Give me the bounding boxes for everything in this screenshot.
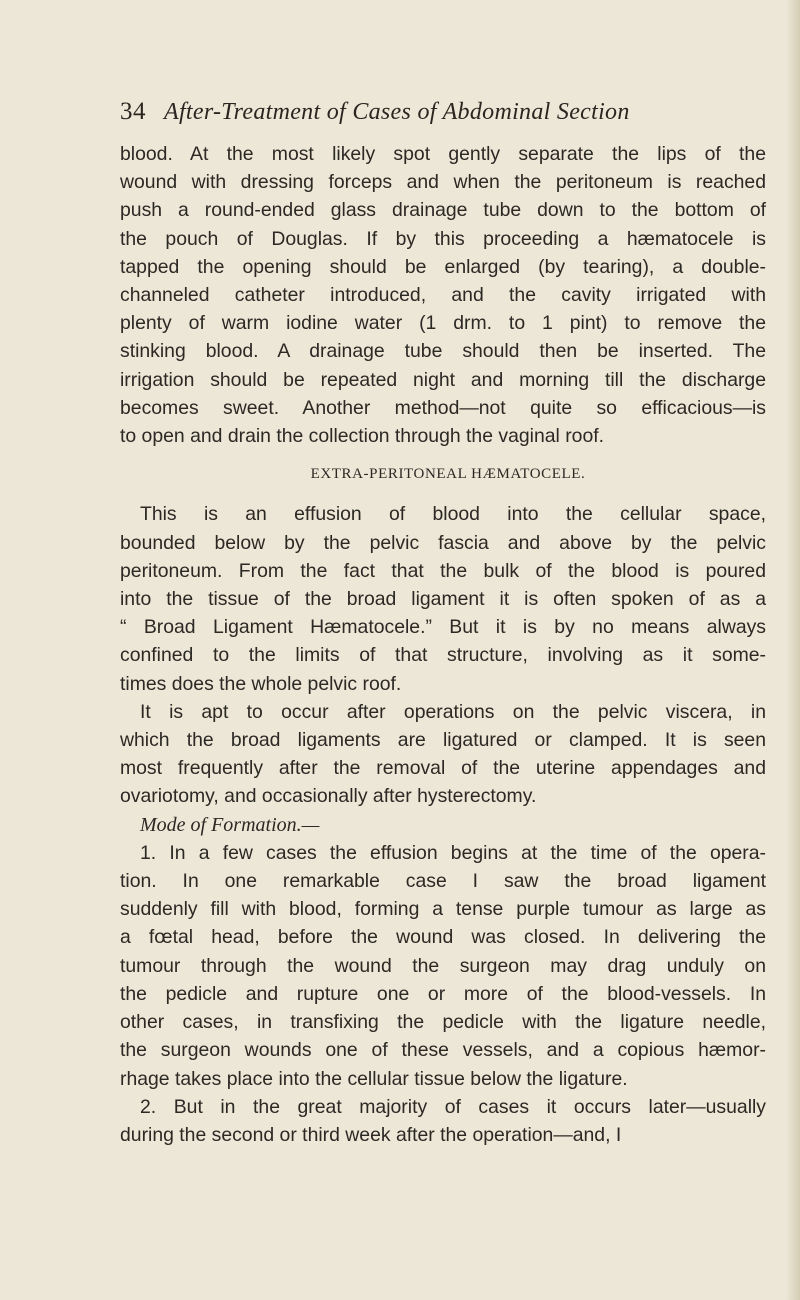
text-line: ovariotomy, and occasionally after hysterectomy. — [120, 785, 537, 808]
text-line: into the tissue of the broad ligament it is often spoken of as a — [120, 588, 766, 611]
section-heading: EXTRA-PERITONEAL HÆMATOCELE. — [310, 466, 586, 483]
page-number: 34 — [120, 98, 146, 125]
text-line: 2. But in the great majority of cases it occurs later—usually — [140, 1095, 766, 1118]
text-line: confined to the limits of that structure, involving as it some- — [120, 644, 766, 667]
text-line: times does the whole pelvic roof. — [120, 672, 402, 695]
paragraph — [120, 140, 766, 450]
text-line: to open and drain the collection through the vaginal roof. — [120, 425, 605, 448]
text-line: push a round-ended glass drainage tube down to the bottom of — [120, 199, 766, 222]
text-line: other cases, in transfixing the pedicle with the ligature needle, — [120, 1011, 766, 1034]
text-line: blood. At the most likely spot gently separate the lips of the — [120, 143, 766, 165]
page-edge-shadow — [786, 0, 800, 1300]
text-line: the pedicle and rupture one or more of the blood-vessels. In — [120, 982, 766, 1005]
text-line: rhage takes place into the cellular tissue below the ligature. — [120, 1067, 628, 1090]
running-title: After-Treatment of Cases of Abdominal Section — [164, 99, 630, 125]
paragraph — [120, 811, 766, 839]
subheading: Mode of Formation.— — [140, 813, 320, 836]
paragraph — [120, 698, 766, 811]
body-text — [120, 140, 766, 1149]
text-line: bounded below by the pelvic fascia and above by the pelvic — [120, 531, 766, 554]
text-line: during the second or third week after the operation—and, I — [120, 1123, 622, 1146]
text-line: channeled catheter introduced, and the cavity irrigated with — [120, 284, 766, 307]
text-line: a fœtal head, before the wound was closed. In delivering the — [120, 926, 766, 949]
text-line: plenty of warm iodine water (1 drm. to 1 pint) to remove the — [120, 312, 766, 335]
text-line: peritoneum. From the fact that the bulk of the blood is poured — [120, 559, 766, 582]
page-header — [120, 98, 760, 126]
text-line: tapped the opening should be enlarged (by tearing), a double- — [120, 255, 766, 278]
text-line: tion. In one remarkable case I saw the broad ligament — [120, 870, 766, 893]
text-line: most frequently after the removal of the uterine appendages and — [120, 757, 766, 780]
paragraph — [120, 839, 766, 1093]
text-line: “ Broad Ligament Hæmatocele.” But it is by no means always — [120, 616, 766, 639]
text-line: which the broad ligaments are ligatured or clamped. It is seen — [120, 729, 766, 752]
paragraph — [120, 500, 766, 697]
text-line: becomes sweet. Another method—not quite so efficacious—is — [120, 396, 766, 419]
text-line: 1. In a few cases the effusion begins at the time of the opera- — [140, 841, 766, 864]
text-line: the surgeon wounds one of these vessels, and a copious hæmor- — [120, 1039, 766, 1062]
text-line: This is an effusion of blood into the cellular space, — [140, 503, 766, 526]
text-line: wound with dressing forceps and when the peritoneum is reached — [120, 171, 766, 194]
text-line: tumour through the wound the surgeon may drag unduly on — [120, 954, 766, 977]
text-line: It is apt to occur after operations on the pelvic viscera, in — [140, 700, 766, 723]
paragraph — [120, 1093, 766, 1149]
text-line: irrigation should be repeated night and morning till the discharge — [120, 368, 766, 391]
text-line: the pouch of Douglas. If by this proceeding a hæmatocele is — [120, 227, 766, 250]
text-line: stinking blood. A drainage tube should then be inserted. The — [120, 340, 766, 363]
text-line: suddenly fill with blood, forming a tense purple tumour as large as — [120, 898, 766, 921]
